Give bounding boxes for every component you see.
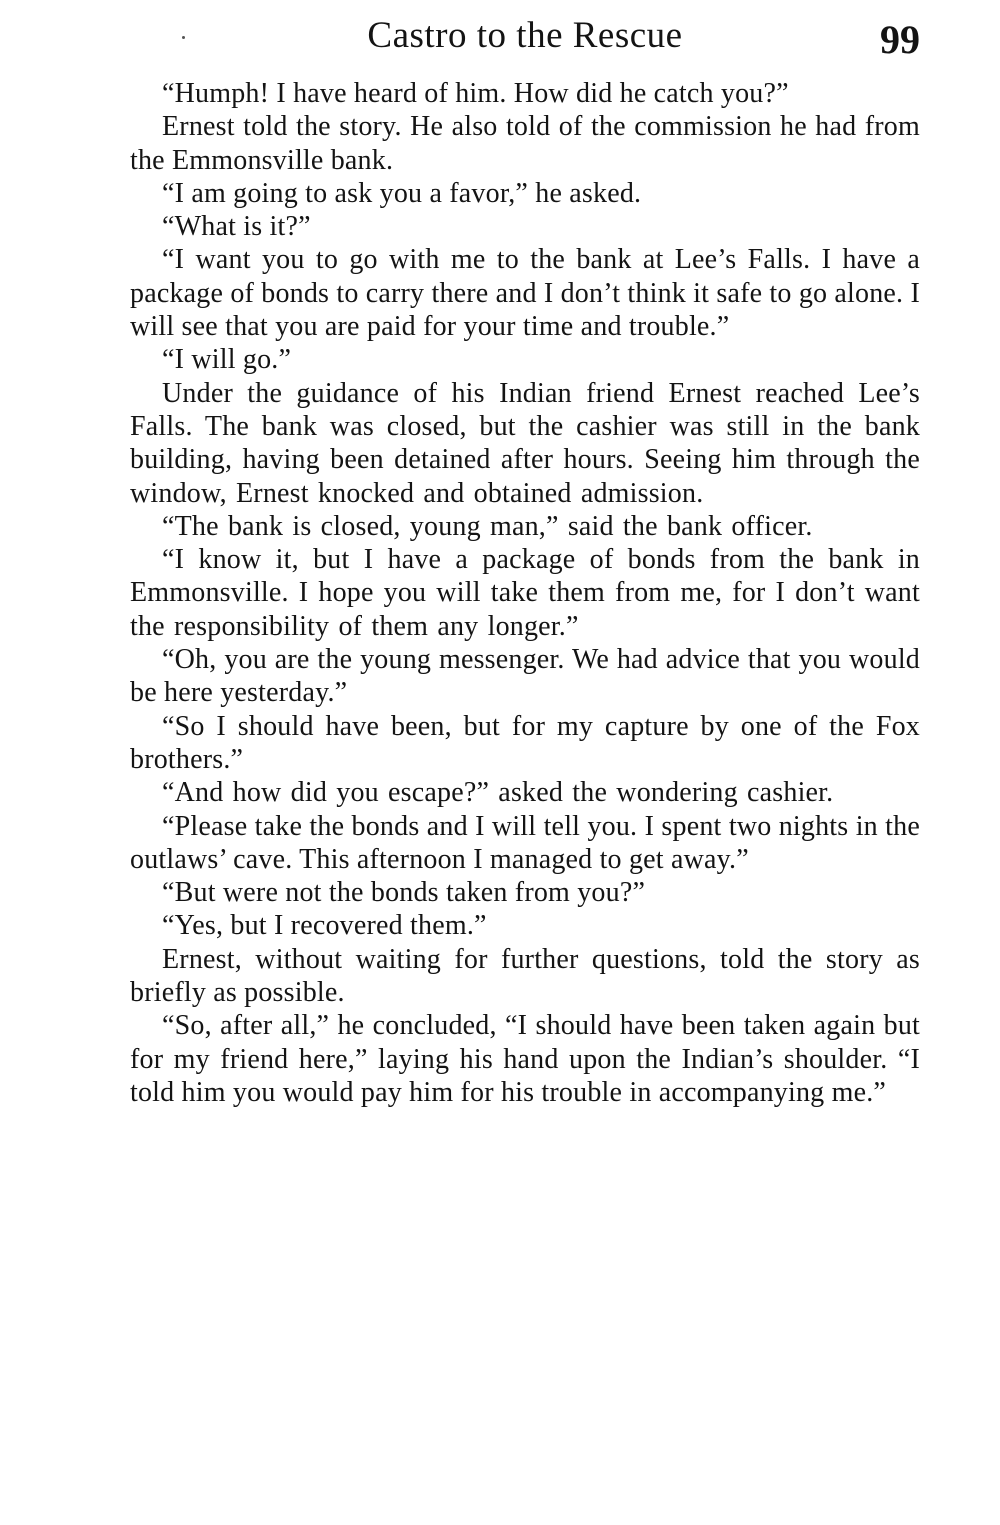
page-number: 99 xyxy=(880,17,920,62)
paragraph: “I know it, but I have a package of bonds from the bank in Emmonsville. I hope you will take them from me, for I don’t want the responsibility of them any longer.” xyxy=(130,544,920,642)
paragraph: “And how did you escape?” asked the wondering cashier. xyxy=(162,777,834,809)
running-head xyxy=(130,12,920,68)
paragraph: “The bank is closed, young man,” said the bank officer. xyxy=(162,510,813,542)
chapter-title: Castro to the Rescue xyxy=(367,15,683,56)
paragraph: “I am going to ask you a favor,” he asked. xyxy=(162,177,642,209)
paragraph: “I want you to go with me to the bank at Lee’s Falls. I have a package of bonds to carry there and I don’t think it safe to go alone. I will see that you are paid for your time and trouble.” xyxy=(130,244,920,343)
paragraph: “What is it?” xyxy=(162,211,311,243)
paragraph: Ernest, without waiting for further questions, told the story as briefly as possible. xyxy=(130,943,920,1009)
paragraph: “Yes, but I recovered them.” xyxy=(162,910,487,942)
paragraph: Ernest told the story. He also told of the commission he had from the Emmonsville bank. xyxy=(130,111,920,176)
paragraph: “Please take the bonds and I will tell you. I spent two nights in the outlaws’ cave. This afternoon I managed to get away.” xyxy=(130,810,920,875)
paragraph: “I will go.” xyxy=(162,344,292,376)
body-text xyxy=(130,77,920,1109)
paragraph: “So, after all,” he concluded, “I should have been taken again but for my friend here,” laying his hand upon the Indian’s shoulder. “I told him you would pay him for his trouble in accompanying me.” xyxy=(130,1010,920,1108)
paragraph: Under the guidance of his Indian friend Ernest reached Lee’s Falls. The bank was closed, but the cashier was still in the bank building, having been detained after hours. Seeing him through the window, Ernest knocked and obtained admission. xyxy=(130,377,920,509)
paragraph: “Humph! I have heard of him. How did he catch you?” xyxy=(162,78,789,109)
paragraph: “So I should have been, but for my capture by one of the Fox brothers.” xyxy=(130,710,920,775)
paragraph: “Oh, you are the young messenger. We had advice that you would be here yesterday.” xyxy=(130,644,920,709)
paragraph: “But were not the bonds taken from you?” xyxy=(162,877,646,909)
